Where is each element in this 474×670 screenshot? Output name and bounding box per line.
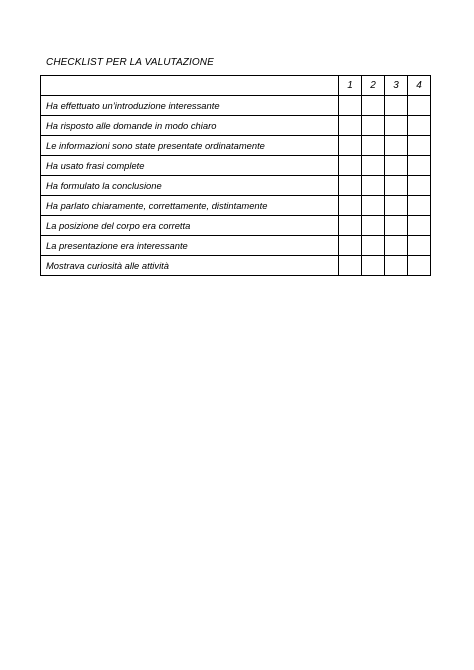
score-cell-4[interactable]	[408, 96, 431, 116]
score-cell-2[interactable]	[362, 236, 385, 256]
criterion-label: La presentazione era interessante	[41, 236, 339, 256]
score-cell-1[interactable]	[339, 96, 362, 116]
score-cell-3[interactable]	[385, 136, 408, 156]
criterion-label: La posizione del corpo era corretta	[41, 216, 339, 236]
criterion-label: Le informazioni sono state presentate ordinatamente	[41, 136, 339, 156]
score-cell-1[interactable]	[339, 196, 362, 216]
score-cell-2[interactable]	[362, 256, 385, 276]
criterion-row	[41, 96, 431, 116]
score-cell-4[interactable]	[408, 156, 431, 176]
criterion-row	[41, 196, 431, 216]
score-cell-4[interactable]	[408, 196, 431, 216]
score-cell-2[interactable]	[362, 196, 385, 216]
evaluation-checklist-table	[40, 75, 431, 276]
criterion-label: Ha formulato la conclusione	[41, 176, 339, 196]
criterion-row	[41, 176, 431, 196]
criterion-label: Mostrava curiosità alle attività	[41, 256, 339, 276]
page-title: CHECKLIST PER LA VALUTAZIONE	[46, 57, 214, 68]
header-blank-cell	[41, 76, 339, 96]
criterion-row	[41, 216, 431, 236]
criterion-label: Ha effettuato un’introduzione interessante	[41, 96, 339, 116]
score-cell-4[interactable]	[408, 116, 431, 136]
score-cell-4[interactable]	[408, 176, 431, 196]
score-cell-2[interactable]	[362, 176, 385, 196]
criterion-row	[41, 236, 431, 256]
score-cell-1[interactable]	[339, 116, 362, 136]
score-cell-3[interactable]	[385, 216, 408, 236]
score-cell-3[interactable]	[385, 176, 408, 196]
score-cell-3[interactable]	[385, 156, 408, 176]
criterion-row	[41, 116, 431, 136]
score-cell-2[interactable]	[362, 116, 385, 136]
score-header-3: 3	[385, 76, 408, 96]
score-cell-1[interactable]	[339, 136, 362, 156]
criterion-label: Ha parlato chiaramente, correttamente, distintamente	[41, 196, 339, 216]
score-cell-3[interactable]	[385, 256, 408, 276]
score-cell-1[interactable]	[339, 256, 362, 276]
score-cell-1[interactable]	[339, 156, 362, 176]
score-cell-4[interactable]	[408, 136, 431, 156]
score-cell-3[interactable]	[385, 196, 408, 216]
score-header-4: 4	[408, 76, 431, 96]
score-header-1: 1	[339, 76, 362, 96]
criterion-row	[41, 256, 431, 276]
header-row	[41, 76, 431, 96]
score-cell-3[interactable]	[385, 116, 408, 136]
score-cell-4[interactable]	[408, 236, 431, 256]
score-cell-2[interactable]	[362, 216, 385, 236]
score-cell-1[interactable]	[339, 236, 362, 256]
score-cell-3[interactable]	[385, 96, 408, 116]
score-cell-3[interactable]	[385, 236, 408, 256]
score-cell-1[interactable]	[339, 216, 362, 236]
score-header-2: 2	[362, 76, 385, 96]
score-cell-2[interactable]	[362, 96, 385, 116]
criterion-row	[41, 136, 431, 156]
score-cell-2[interactable]	[362, 156, 385, 176]
score-cell-1[interactable]	[339, 176, 362, 196]
criterion-row	[41, 156, 431, 176]
criterion-label: Ha usato frasi complete	[41, 156, 339, 176]
score-cell-4[interactable]	[408, 216, 431, 236]
criterion-label: Ha risposto alle domande in modo chiaro	[41, 116, 339, 136]
score-cell-2[interactable]	[362, 136, 385, 156]
score-cell-4[interactable]	[408, 256, 431, 276]
